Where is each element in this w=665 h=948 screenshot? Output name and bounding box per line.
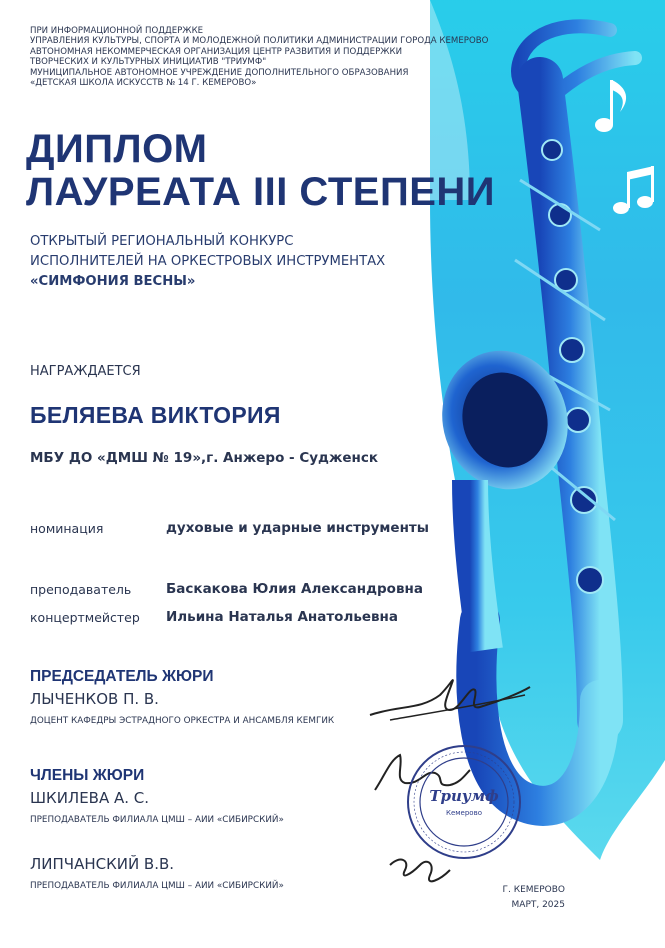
stamp-city-text: Кемерово [446, 809, 482, 817]
title-line2: ЛАУРЕАТА III СТЕПЕНИ [26, 170, 496, 214]
jury-member1-position: ПРЕПОДАВАТЕЛЬ ФИЛИАЛА ЦМШ – АИИ «СИБИРСКИЙ» [30, 815, 284, 825]
organizer-line: МУНИЦИПАЛЬНОЕ АВТОНОМНОЕ УЧРЕЖДЕНИЕ ДОПОЛНИТЕЛЬНОГО ОБРАЗОВАНИЯ [30, 67, 409, 78]
jury-members-heading: ЧЛЕНЫ ЖЮРИ [30, 767, 145, 784]
nomination-value: духовые и ударные инструменты [166, 520, 429, 536]
title-line1: ДИПЛОМ [26, 127, 208, 171]
nomination-label: номинация [30, 521, 104, 536]
footer-location [480, 883, 565, 913]
jury-member2-position: ПРЕПОДАВАТЕЛЬ ФИЛИАЛА ЦМШ – АИИ «СИБИРСКИЙ» [30, 881, 284, 891]
accompanist-label: концертмейстер [30, 610, 140, 625]
footer-city: Г. КЕМЕРОВО [502, 885, 565, 895]
jury-member2-name: ЛИПЧАНСКИЙ В.В. [30, 855, 175, 873]
organizer-line: ПРИ ИНФОРМАЦИОННОЙ ПОДДЕРЖКЕ [30, 26, 204, 36]
jury-chair-position: ДОЦЕНТ КАФЕДРЫ ЭСТРАДНОГО ОРКЕСТРА И АНСАМБЛЯ КЕМГИК [30, 716, 335, 726]
awarded-label: НАГРАЖДАЕТСЯ [30, 364, 141, 379]
contest-name [30, 232, 385, 292]
organizer-line: УПРАВЛЕНИЯ КУЛЬТУРЫ, СПОРТА И МОЛОДЕЖНОЙ ПОЛИТИКИ АДМИНИСТРАЦИИ ГОРОДА КЕМЕРОВО [30, 36, 489, 47]
stamp-center-text: Триумф [429, 787, 499, 805]
teacher-label: преподаватель [30, 582, 132, 597]
accompanist-value: Ильина Наталья Анатольевна [166, 609, 398, 625]
organization-stamp [405, 743, 523, 861]
jury-chair-heading: ПРЕДСЕДАТЕЛЬ ЖЮРИ [30, 668, 214, 685]
recipient-name: БЕЛЯЕВА ВИКТОРИЯ [30, 402, 281, 428]
footer-date: МАРТ, 2025 [511, 900, 565, 910]
jury-member1-name: ШКИЛЕВА А. С. [30, 789, 150, 807]
chair-signature [360, 665, 540, 735]
recipient-school: МБУ ДО «ДМШ № 19»,г. Анжеро - Судженск [30, 450, 379, 466]
contest-line1: ОТКРЫТЫЙ РЕГИОНАЛЬНЫЙ КОНКУРС [30, 234, 294, 249]
contest-line2: ИСПОЛНИТЕЛЕЙ НА ОРКЕСТРОВЫХ ИНСТРУМЕНТАХ [30, 254, 386, 269]
contest-line3: «СИМФОНИЯ ВЕСНЫ» [30, 274, 196, 289]
jury-chair-name: ЛЫЧЕНКОВ П. В. [30, 690, 159, 708]
diploma-title [26, 128, 495, 214]
organizer-line: АВТОНОМНАЯ НЕКОММЕРЧЕСКАЯ ОРГАНИЗАЦИЯ ЦЕНТР РАЗВИТИЯ И ПОДДЕРЖКИ [30, 46, 403, 57]
organizers-block [30, 26, 510, 88]
teacher-value: Баскакова Юлия Александровна [166, 581, 423, 597]
organizer-line: «ДЕТСКАЯ ШКОЛА ИСКУССТВ № 14 Г. КЕМЕРОВО» [30, 78, 257, 89]
organizer-line: ТВОРЧЕСКИХ И КУЛЬТУРНЫХ ИНИЦИАТИВ "ТРИУМФ" [30, 57, 267, 68]
